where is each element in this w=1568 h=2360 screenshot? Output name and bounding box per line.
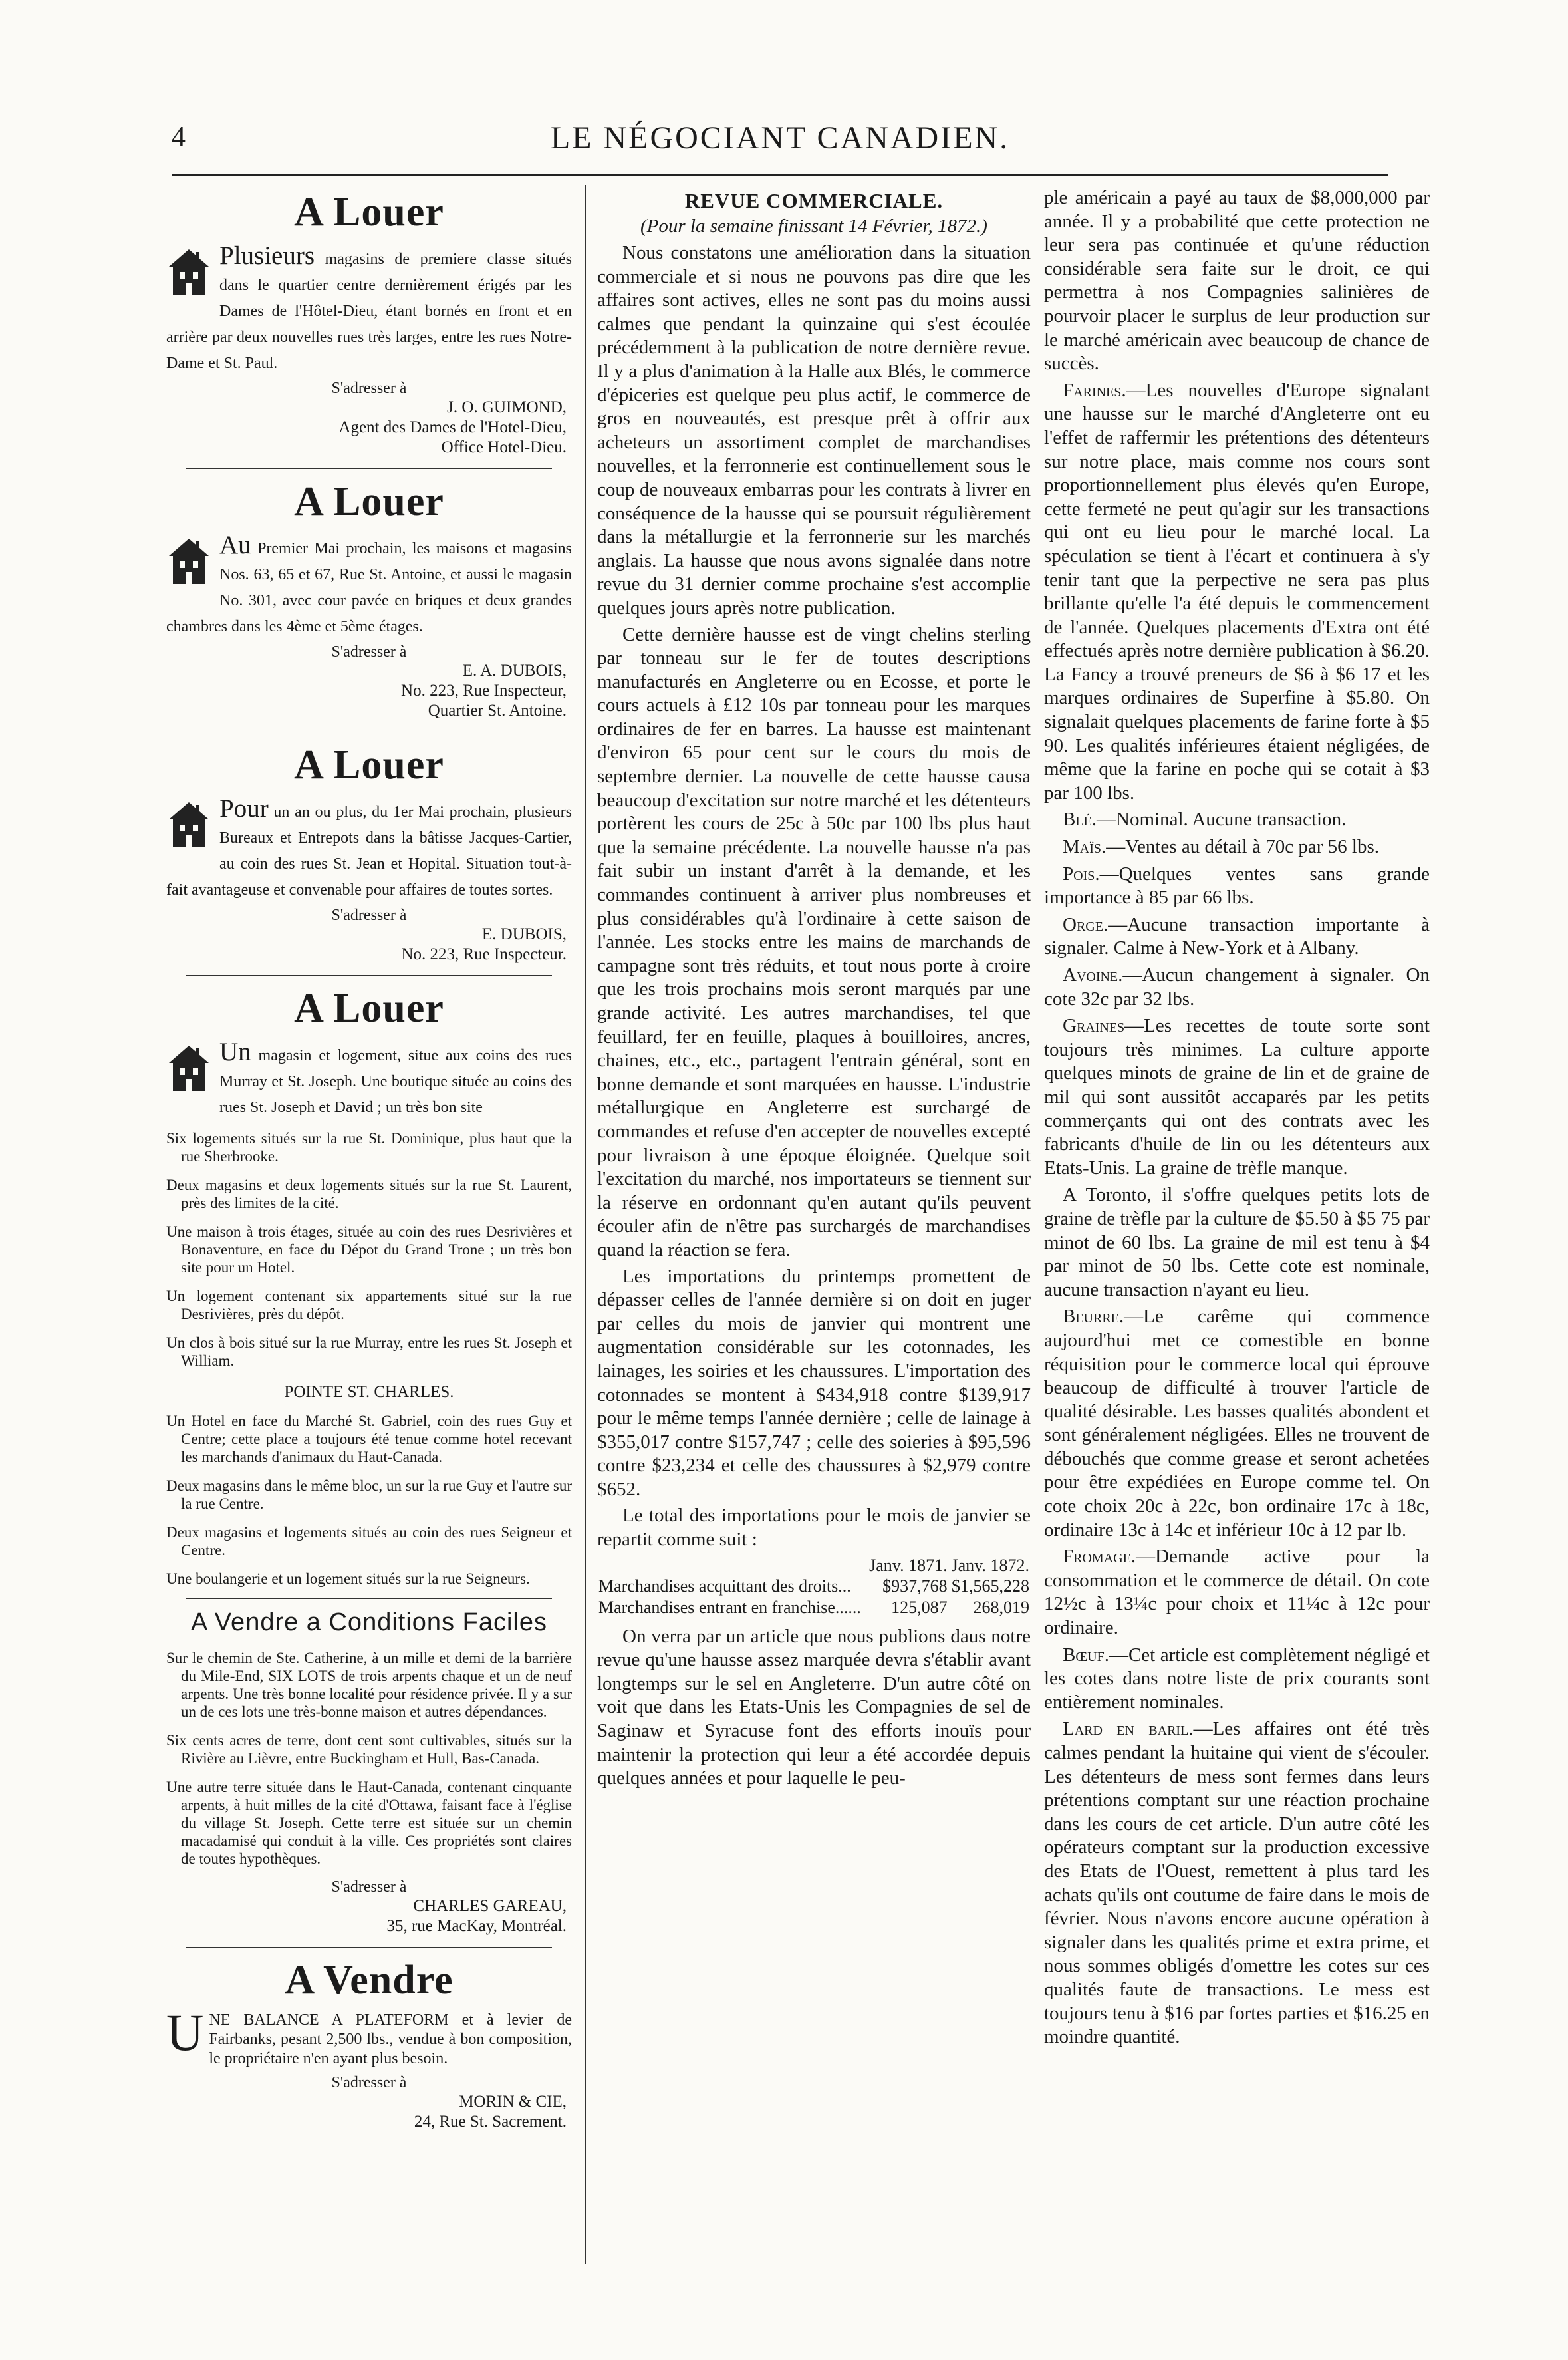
- market-paragraph: [1044, 1545, 1430, 1640]
- market-text: —Aucun changement à signaler. On cote 32c par 32 lbs.: [1044, 964, 1430, 1010]
- article-paragraph: Cette dernière hausse est de vingt chelins sterling par tonneau sur le fer de toutes descriptions manufacturés en Angleterre ou en Ecosse, et porte le cours actuels à £12 10s par tonneau pour les marques ordinaires de fer en barres. La hausse est maintenant d'environ 65 pour cent sur le cours du mois de septembre dernier. La nouvelle de cette hausse causa beaucoup d'excitation sur notre marché et les détenteurs portèrent les cours de 25c à 50c par 100 lbs plus haut que la semaine précédente. La nouvelle hausse n'a pas fait subir un instant d'arrêt à la demande, et les commandes continuent à arriver plus nombreuses et plus considérables qu'à l'ordinaire à cette saison de l'année. Les stocks entre les mains de marchands de campagne sont très réduits, et tout nous porte à croire que les trois prochains mois seront marqués par une grande activité. Les autres marchandises, tel que feuillard, fer en feuille, plaques à bouilloires, ancres, chaines, etc., etc., partagent l'entrain général, sont en bonne demande et sont marquées en hausse. L'industrie métallurgique en Angleterre est surchargé de commandes et refuse d'en accepter de nouvelles excepté pour livraison à une époque éloignée. Quelque soit l'excitation du marché, nos importateurs se tiennent sur la réserve en ordonnant qu'en autant qu'ils peuvent écouler afin de n'être pas surchargés de marchandises quand la réaction se fera.: [597, 623, 1031, 1260]
- market-paragraph: [1044, 1717, 1430, 2049]
- ad-title: A Louer: [294, 986, 444, 1031]
- table-header-row: [597, 1556, 1031, 1576]
- market-lead: Pois.: [1063, 863, 1100, 885]
- article-paragraph: Nous constatons une amélioration dans la situation commerciale et si nous ne pouvons pas dire que les affaires sont actives, elles ne sont pas du moins aussi calmes que pendant la quinzaine qui s'est écoulée précédemment à la publication de notre dernière revue. Il y a plus d'animation à la Halle aux Blés, le commerce d'épiceries est quelque peu plus actif, le commerce de gros en nouveautés, est presque prêt à offrir aux acheteurs un assortiment complet de marchandises nouvelles, et la ferronnerie est continuellement sous le coup de nouveaux embarras pour les contrats à livrer en conséquence de la hausse qui se poursuit régulièrement dans la métallurgie et la ferronnerie sur les marchés anglais. La hausse que nous avons signalée dans notre revue du 31 dernier comme prochaine s'est accomplie quelques jours après notre publication.: [597, 242, 1031, 619]
- table-row: [597, 1576, 1031, 1597]
- market-report-column: [1044, 186, 1430, 2247]
- market-paragraph: [1044, 808, 1430, 832]
- ad-body: magasins de premiere classe situés dans le quartier centre dernièrement érigés par les Dames de l'Hôtel-Dieu, étant bornés en front et en arrière par deux nouvelles rues très larges, entre les rues Notre-Dame et St. Paul.: [166, 251, 572, 372]
- table-header: [597, 1556, 866, 1576]
- listing-item: Deux magasins et logements situés au coin des rues Seigneur et Centre.: [166, 1524, 572, 1558]
- ad-a-louer-3: [166, 742, 572, 964]
- signature-line: Agent des Dames de l'Hotel-Dieu,: [338, 418, 567, 436]
- listing-item: Un Hotel en face du Marché St. Gabriel, coin des rues Guy et Centre; cette place a toujours été tenue comme hotel recevant les marchands d'animaux du Haut-Canada.: [166, 1413, 572, 1465]
- ad-lead-word: Un: [219, 1038, 251, 1066]
- listing-item: Six logements situés sur la rue St. Dominique, plus haut que la rue Sherbrooke.: [166, 1130, 572, 1165]
- market-paragraph: [1044, 186, 1430, 376]
- ad-body: NE BALANCE A PLATEFORM et à levier de Fairbanks, pesant 2,500 lbs., vendue à bon composition, le propriétaire n'en ayant plus besoin.: [209, 2011, 572, 2067]
- ad-text: [166, 532, 572, 638]
- article-paragraph: Les importations du printemps promettent de dépasser celles de l'année dernière si on doit en juger par celles du mois de janvier qui montrent une augmentation considérable sur les cotonnades, les lainages, les soiries et les chaussures. L'importation des cotonnades se montent à $434,918 contre $139,917 pour le même temps l'année dernière ; celle de lainage à $355,017 contre $157,747 ; celle des soieries à $95,596 contre $23,234 et celle des chaussures à $2,979 contre $652.: [597, 1265, 1031, 1500]
- market-lead: Blé.: [1063, 809, 1097, 831]
- market-paragraph: [1044, 1183, 1430, 1302]
- ad-body: un an ou plus, du 1er Mai prochain, plusieurs Bureaux et Entrepots dans la bâtisse Jacques-Cartier, au coin des rues St. Jean et Hopital. Situation tout-à-fait avantageuse et convenable pour affaires de toutes sortes.: [166, 804, 572, 899]
- article-subtitle: (Pour la semaine finissant 14 Février, 1872.): [640, 216, 987, 237]
- market-text: —Les recettes de toute sorte sont toujours très minimes. La culture apporte quelques minots de graine de lin et de graine de mil qui sont aussitôt accaparés par les petits commerçants qui ont des contrats avec les fabricants d'huile de lin ou les détenteurs aux Etats-Unis. La graine de trèfle manque.: [1044, 1015, 1430, 1179]
- article-paragraph: Le total des importations pour le mois de janvier se repartit comme suit :: [597, 1505, 1031, 1550]
- listing-item: Six cents acres de terre, dont cent sont cultivables, situés sur la Rivière au Lièvre, entre Buckingham et Hull, Bas-Canada.: [166, 1732, 572, 1767]
- ad-body: magasin et logement, situe aux coins des rues Murray et St. Joseph. Une boutique située au coins des rues St. Joseph et David ; un très bon site: [219, 1047, 572, 1116]
- ad-text: [166, 243, 572, 374]
- market-paragraph: [1044, 1305, 1430, 1542]
- ad-title: A Louer: [294, 479, 444, 524]
- signature-line: CHARLES GAREAU,: [413, 1897, 567, 1915]
- listing-item: Deux magasins dans le même bloc, un sur la rue Guy et l'autre sur la rue Centre.: [166, 1477, 572, 1512]
- market-paragraph: [1044, 964, 1430, 1011]
- imports-table: [597, 1556, 1031, 1618]
- market-paragraph: [1044, 835, 1430, 859]
- drop-cap: U: [166, 2003, 204, 2061]
- table-cell: $937,768: [882, 1576, 948, 1596]
- listing-item: Un logement contenant six appartements situé sur la rue Desrivières, près du dépôt.: [166, 1288, 572, 1322]
- ad-body: Premier Mai prochain, les maisons et magasins Nos. 63, 65 et 67, Rue St. Antoine, et aussi le magasin No. 301, avec cour pavée en briques et deux grandes chambres dans les 4ème et 5ème étages.: [166, 540, 572, 635]
- article-title: REVUE COMMERCIALE.: [684, 189, 944, 212]
- contact-prefix: S'adresser à: [331, 907, 407, 924]
- ad-separator: [186, 468, 552, 469]
- signature-line: No. 223, Rue Inspecteur.: [401, 945, 567, 963]
- revue-commerciale-column: [597, 186, 1031, 2247]
- column-divider: [585, 185, 586, 2264]
- ad-lead-word: Pour: [219, 794, 269, 823]
- market-lead: Beurre.: [1063, 1306, 1124, 1328]
- ad-title: A Louer: [294, 190, 444, 235]
- signature-line: 24, Rue St. Sacrement.: [414, 2113, 567, 2131]
- market-lead: Graines: [1063, 1015, 1125, 1037]
- signature-line: J. O. GUIMOND,: [447, 398, 567, 416]
- market-text: —Nominal. Aucune transaction.: [1097, 809, 1347, 831]
- header-rule: [172, 174, 1388, 176]
- market-paragraph: [1044, 913, 1430, 960]
- market-text: —Aucune transaction importante à signaler. Calme à New-York et à Albany.: [1044, 913, 1430, 959]
- house-icon: [166, 798, 211, 850]
- market-lead: Maïs.: [1063, 836, 1107, 858]
- ad-lead-word: Plusieurs: [219, 241, 315, 270]
- page-number: 4: [172, 122, 186, 152]
- ad-a-louer-2: [166, 478, 572, 721]
- market-paragraph: [1044, 1644, 1430, 1715]
- table-cell: 268,019: [973, 1597, 1029, 1617]
- table-cell: $1,565,228: [952, 1576, 1029, 1596]
- ad-a-vendre: [166, 1957, 572, 2132]
- classified-ads-column: [166, 186, 572, 2247]
- table-header: Janv. 1872.: [951, 1555, 1029, 1575]
- market-text: —Les nouvelles d'Europe signalant une hausse sur le marché d'Angleterre ont eu l'effet de raffermir les prétentions des détenteurs sur notre place, mais comme nos cours sont proportionnellement plus élevés qu'en Europe, cette fermeté ne peut qu'agir sur les transactions qui ont eu lieu pour le marché local. La spéculation se tient à l'écart et continuera à s'y tenir tant que la perpective ne sera pas plus brillante qu'elle l'a été depuis le commencement de l'année. Quelques placements d'Extra ont été effectués après notre dernière publication à $6.20. La Fancy a trouvé preneurs de $6 à $6 17 et les marques ordinaires de Superfine à $5.80. On signalait quelques placements de farine forte à $5 90. Les qualités inférieures étaient négligées, de même que la farine en poche qui se cotait à $3 par 100 lbs.: [1044, 379, 1430, 804]
- ad-lead-word: Au: [219, 531, 251, 559]
- listing-item: Une boulangerie et un logement situés sur la rue Seigneurs.: [166, 1570, 530, 1587]
- table-cell: Marchandises acquittant des droits...: [598, 1576, 851, 1596]
- ad-text: [166, 2003, 572, 2069]
- market-text: —Quelques ventes sans grande importance à 85 par 66 lbs.: [1044, 863, 1430, 909]
- signature-line: MORIN & CIE,: [459, 2093, 567, 2111]
- signature-line: E. A. DUBOIS,: [462, 662, 567, 680]
- market-lead: Farines.: [1063, 379, 1126, 401]
- ad-signature: [166, 398, 572, 458]
- masthead: [172, 112, 1388, 172]
- contact-prefix: S'adresser à: [331, 1878, 407, 1896]
- market-paragraph: [1044, 863, 1430, 910]
- house-icon: [166, 1042, 211, 1094]
- ad-separator: [186, 1947, 552, 1948]
- table-row: [597, 1597, 1031, 1618]
- ad-text: [166, 1039, 572, 1119]
- market-paragraph: [1044, 379, 1430, 806]
- signature-line: Office Hotel-Dieu.: [441, 438, 567, 456]
- ad-title: A Vendre: [285, 1958, 454, 2003]
- market-text: —Demande active pour la consommation et le commerce de détail. On cote 12½c à 13¼c pour choix et 11¼c à 12c pour ordinaire.: [1044, 1546, 1430, 1639]
- house-icon: [166, 535, 211, 587]
- market-lead: Fromage.: [1063, 1546, 1136, 1568]
- contact-prefix: S'adresser à: [331, 2074, 407, 2091]
- house-icon: [166, 245, 211, 297]
- listing-item: Un clos à bois situé sur la rue Murray, entre les rues St. Joseph et William.: [166, 1334, 572, 1369]
- ad-signature: [166, 2092, 572, 2132]
- market-text: —Le carême qui commence aujourd'hui met ce comestible en bonne réquisition pour le commerce local qui éprouve beaucoup de difficulté à trouver l'article de qualité désirable. Les basses qualités abondent et sont généralement négligées. Elles ne trouvent de débouchés que comme grease et seront achetées pour être expédiées en Europe comme tel. On cote choix 20c à 22c, bon ordinaire 17c à 18c, ordinaire 13c à 14c et inférieur 10c à 12 par lb.: [1044, 1306, 1430, 1541]
- market-text: —Cet article est complètement négligé et les cotes dans notre liste de prix courants sont entièrement nominales.: [1044, 1644, 1430, 1713]
- market-text: —Les affaires ont été très calmes pendant la huitaine qui vient de s'écouler. Les détenteurs de mess sont fermes dans leurs prétentions comptant sur une réaction prochaine dans les cours de cet article. D'un autre côté les opérateurs comptant sur la production excessive des Etats de l'Ouest, remettent à plus tard les achats qu'ils ont coutume de faire dans le mois de février. Nous n'avons encore aucune opération à signaler dans les qualités prime et extra prime, et nous sommes obligés d'omettre les cotes sur ces qualités faute de transactions. Le mess est toujours tenu à $16 par fortes parties et $16.25 en moindre quantité.: [1044, 1718, 1430, 2048]
- signature-line: Quartier St. Antoine.: [428, 702, 567, 720]
- market-text: —Ventes au détail à 70c par 56 lbs.: [1106, 836, 1379, 858]
- table-cell: Marchandises entrant en franchise......: [598, 1597, 861, 1617]
- ad-signature: [166, 661, 572, 721]
- ad-a-vendre-conditions: [166, 1608, 572, 1936]
- table-header: Janv. 1871.: [869, 1555, 948, 1575]
- ad-text: [166, 796, 572, 901]
- ad-subhead: POINTE ST. CHARLES.: [284, 1383, 454, 1401]
- ad-a-louer-4: [166, 985, 572, 1588]
- market-text: A Toronto, il s'offre quelques petits lots de graine de trèfle par la culture de $5.50 à $5 75 par minot de 60 lbs. La graine de mil est tenu à $4 par minot de 50 lbs. Cette cote est nominale, aucune transaction n'ayant eu lieu.: [1044, 1184, 1430, 1300]
- listing-item: Sur le chemin de Ste. Catherine, à un mille et demi de la barrière du Mile-End, SIX LOTS de trois arpents chaque et un de neuf arpents. Une très bonne localité pour résidence privée. Il y a sur un de ces lots une très-bonne maison et autres dépendances.: [166, 1650, 572, 1720]
- contact-prefix: S'adresser à: [331, 643, 407, 661]
- contact-prefix: S'adresser à: [331, 380, 407, 397]
- ad-separator: [186, 1598, 552, 1599]
- listing-item: Une autre terre située dans le Haut-Canada, contenant cinquante arpents, à huit milles de la cité d'Ottawa, faisant face à l'église du village St. Joseph. Cette terre est située sur un chemin macadamisé qui conduit à la ville. Ces propriétés sont claires de toutes hypothèques.: [166, 1779, 572, 1867]
- listing-item: Une maison à trois étages, située au coin des rues Desrivières et Bonaventure, en face du Dépot du Grand Trone ; un très bon site pour un Hotel.: [166, 1223, 572, 1276]
- newspaper-title: LE NÉGOCIANT CANADIEN.: [550, 120, 1010, 156]
- market-lead: Avoine.: [1063, 964, 1123, 986]
- ad-title: A Louer: [294, 742, 444, 788]
- market-lead: Lard en baril.: [1063, 1718, 1194, 1740]
- market-lead: Bœuf.: [1063, 1644, 1109, 1666]
- article-paragraph: On verra par un article que nous publions daus notre revue qu'une hausse assez marquée devra s'établir avant longtemps sur le sel en Angleterre. D'un autre côté on voit que dans les Etats-Unis les Compagnies de sel de Saginaw et Syracuse font des efforts inouïs pour maintenir la protection qui leur a été accordée depuis quelques années et pour laquelle le peu-: [597, 1625, 1031, 1789]
- ad-signature: [166, 1896, 572, 1936]
- listing-item: Deux magasins et deux logements situés sur la rue St. Laurent, près des limites de la cité.: [166, 1177, 572, 1211]
- market-text: ple américain a payé au taux de $8,000,000 par année. Il y a probabilité que cette protection ne leur sera pas continuée et qu'une réduction considérable sera faite sur le droit, ce qui permettra à nos Compagnies salinières de pourvoir placer le surplus de leur production sur le marché américain avec beaucoup de chance de succès.: [1044, 187, 1430, 374]
- ad-a-louer-1: [166, 189, 572, 458]
- ad-title: A Vendre a Conditions Faciles: [191, 1608, 547, 1636]
- table-cell: 125,087: [891, 1597, 948, 1617]
- market-paragraph: [1044, 1014, 1430, 1180]
- signature-line: 35, rue MacKay, Montréal.: [386, 1917, 567, 1935]
- signature-line: No. 223, Rue Inspecteur,: [401, 682, 567, 700]
- market-lead: Orge.: [1063, 913, 1109, 935]
- signature-line: E. DUBOIS,: [481, 925, 567, 943]
- ad-separator: [186, 975, 552, 976]
- ad-signature: [166, 925, 572, 964]
